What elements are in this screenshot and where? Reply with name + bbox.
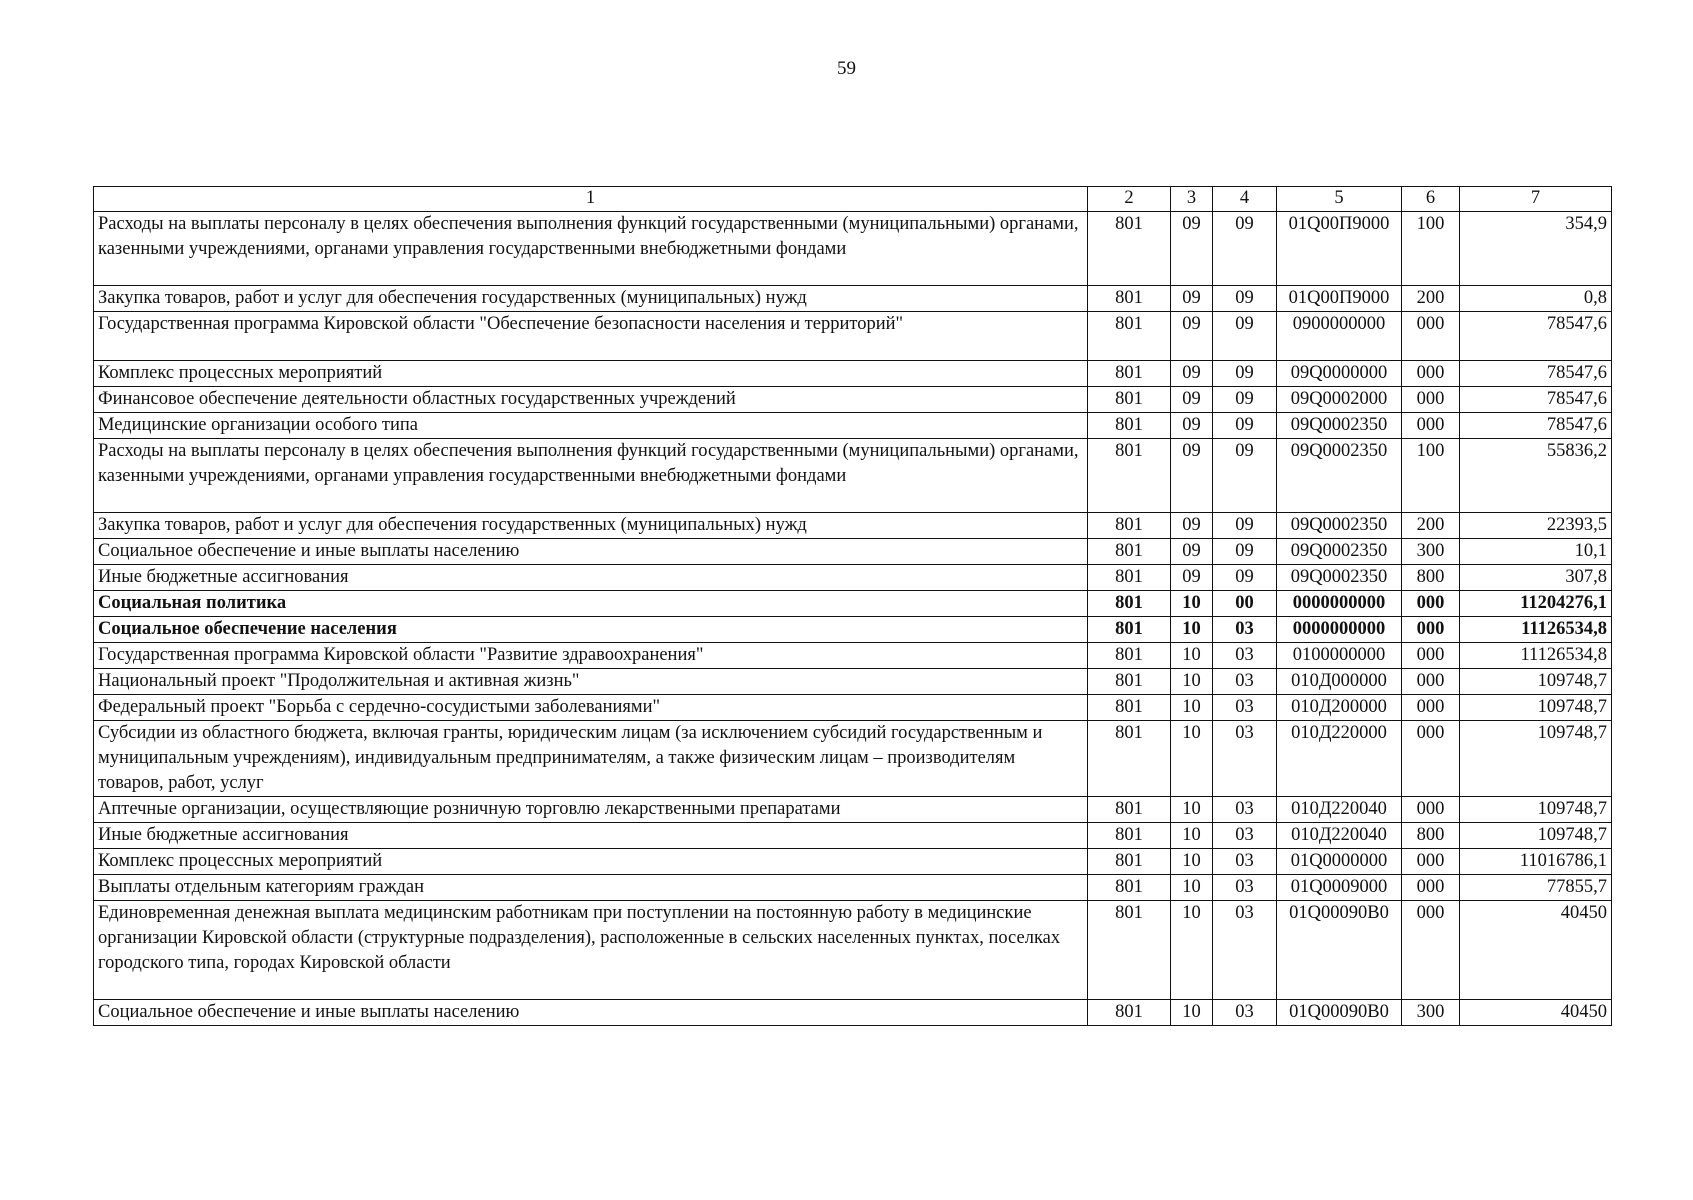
row-code-6-cell: 000 (1402, 387, 1460, 413)
row-name-cell: Социальная политика (94, 591, 1088, 617)
row-code-6-cell: 000 (1402, 797, 1460, 823)
row-code-4-cell: 09 (1213, 413, 1277, 439)
row-name-cell: Комплекс процессных мероприятий (94, 849, 1088, 875)
row-code-3-cell: 09 (1171, 286, 1213, 312)
table-row (94, 439, 1612, 513)
row-name-cell: Социальное обеспечение и иные выплаты населению (94, 539, 1088, 565)
row-code-4-cell: 03 (1213, 643, 1277, 669)
row-code-3-cell: 10 (1171, 695, 1213, 721)
table-row (94, 695, 1612, 721)
table-row (94, 669, 1612, 695)
row-code-5-cell: 010Д000000 (1277, 669, 1402, 695)
row-code-5-cell: 09Q0002350 (1277, 513, 1402, 539)
table-row (94, 286, 1612, 312)
row-amount-cell: 78547,6 (1460, 312, 1612, 361)
row-amount-cell: 77855,7 (1460, 875, 1612, 901)
row-code-5-cell: 0000000000 (1277, 591, 1402, 617)
row-code-3-cell: 09 (1171, 539, 1213, 565)
table-row (94, 565, 1612, 591)
row-code-5-cell: 0100000000 (1277, 643, 1402, 669)
table-header-row (94, 187, 1612, 212)
row-amount-cell: 11126534,8 (1460, 617, 1612, 643)
row-code-5-cell: 09Q0000000 (1277, 361, 1402, 387)
row-code-2-cell: 801 (1088, 286, 1171, 312)
row-name-cell: Расходы на выплаты персоналу в целях обеспечения выполнения функций государственными (муниципальными) органами, казенными учреждениями, органами управления государственными внебюджетными фондами (94, 212, 1088, 286)
row-name-cell: Иные бюджетные ассигнования (94, 565, 1088, 591)
row-code-3-cell: 10 (1171, 875, 1213, 901)
row-code-5-cell: 01Q00090В0 (1277, 1000, 1402, 1026)
row-name-cell: Выплаты отдельным категориям граждан (94, 875, 1088, 901)
row-code-3-cell: 09 (1171, 312, 1213, 361)
row-code-3-cell: 10 (1171, 643, 1213, 669)
row-amount-cell: 109748,7 (1460, 695, 1612, 721)
row-name-cell: Финансовое обеспечение деятельности областных государственных учреждений (94, 387, 1088, 413)
row-code-4-cell: 09 (1213, 565, 1277, 591)
row-code-2-cell: 801 (1088, 643, 1171, 669)
table-row (94, 849, 1612, 875)
row-code-4-cell: 09 (1213, 439, 1277, 513)
row-code-5-cell: 010Д220000 (1277, 721, 1402, 797)
header-col-6: 6 (1402, 187, 1460, 212)
row-code-2-cell: 801 (1088, 901, 1171, 1000)
row-amount-cell: 78547,6 (1460, 361, 1612, 387)
row-code-4-cell: 09 (1213, 539, 1277, 565)
row-code-4-cell: 09 (1213, 361, 1277, 387)
row-name-cell: Иные бюджетные ассигнования (94, 823, 1088, 849)
row-code-6-cell: 000 (1402, 591, 1460, 617)
header-col-3: 3 (1171, 187, 1213, 212)
row-code-2-cell: 801 (1088, 513, 1171, 539)
row-code-2-cell: 801 (1088, 312, 1171, 361)
row-code-6-cell: 800 (1402, 823, 1460, 849)
row-code-2-cell: 801 (1088, 797, 1171, 823)
row-code-6-cell: 000 (1402, 875, 1460, 901)
row-code-5-cell: 010Д220040 (1277, 823, 1402, 849)
table-row (94, 721, 1612, 797)
row-code-6-cell: 100 (1402, 439, 1460, 513)
row-code-2-cell: 801 (1088, 617, 1171, 643)
table-row (94, 591, 1612, 617)
row-amount-cell: 11204276,1 (1460, 591, 1612, 617)
row-code-4-cell: 03 (1213, 721, 1277, 797)
row-code-4-cell: 03 (1213, 849, 1277, 875)
row-code-6-cell: 300 (1402, 539, 1460, 565)
row-code-6-cell: 000 (1402, 849, 1460, 875)
table-row (94, 643, 1612, 669)
row-code-3-cell: 10 (1171, 669, 1213, 695)
row-code-4-cell: 00 (1213, 591, 1277, 617)
row-code-2-cell: 801 (1088, 439, 1171, 513)
header-col-1: 1 (94, 187, 1088, 212)
row-amount-cell: 40450 (1460, 1000, 1612, 1026)
row-name-cell: Государственная программа Кировской области "Развитие здравоохранения" (94, 643, 1088, 669)
row-name-cell: Комплекс процессных мероприятий (94, 361, 1088, 387)
row-name-cell: Социальное обеспечение и иные выплаты населению (94, 1000, 1088, 1026)
table-row (94, 539, 1612, 565)
row-code-3-cell: 10 (1171, 849, 1213, 875)
row-code-2-cell: 801 (1088, 669, 1171, 695)
row-code-4-cell: 03 (1213, 901, 1277, 1000)
row-name-cell: Единовременная денежная выплата медицинским работникам при поступлении на постоянную работу в медицинские организации Кировской области (структурные подразделения), расположенные в сельских населенных пунктах, поселках городского типа, городах Кировской области (94, 901, 1088, 1000)
row-code-4-cell: 03 (1213, 875, 1277, 901)
row-amount-cell: 109748,7 (1460, 823, 1612, 849)
row-name-cell: Национальный проект "Продолжительная и активная жизнь" (94, 669, 1088, 695)
row-code-3-cell: 10 (1171, 823, 1213, 849)
row-code-3-cell: 09 (1171, 212, 1213, 286)
row-amount-cell: 78547,6 (1460, 387, 1612, 413)
row-code-4-cell: 03 (1213, 797, 1277, 823)
row-code-5-cell: 010Д200000 (1277, 695, 1402, 721)
table-row (94, 387, 1612, 413)
row-amount-cell: 11126534,8 (1460, 643, 1612, 669)
row-code-6-cell: 000 (1402, 721, 1460, 797)
row-amount-cell: 109748,7 (1460, 721, 1612, 797)
row-code-3-cell: 09 (1171, 439, 1213, 513)
row-name-cell: Медицинские организации особого типа (94, 413, 1088, 439)
row-amount-cell: 55836,2 (1460, 439, 1612, 513)
row-amount-cell: 78547,6 (1460, 413, 1612, 439)
row-amount-cell: 11016786,1 (1460, 849, 1612, 875)
table-row (94, 212, 1612, 286)
table-row (94, 875, 1612, 901)
row-code-4-cell: 03 (1213, 823, 1277, 849)
row-amount-cell: 0,8 (1460, 286, 1612, 312)
row-code-2-cell: 801 (1088, 849, 1171, 875)
row-code-3-cell: 09 (1171, 413, 1213, 439)
row-code-5-cell: 09Q0002000 (1277, 387, 1402, 413)
row-code-3-cell: 09 (1171, 513, 1213, 539)
row-code-3-cell: 10 (1171, 901, 1213, 1000)
row-code-6-cell: 000 (1402, 312, 1460, 361)
row-code-6-cell: 200 (1402, 513, 1460, 539)
row-code-6-cell: 100 (1402, 212, 1460, 286)
table-row (94, 1000, 1612, 1026)
row-amount-cell: 307,8 (1460, 565, 1612, 591)
header-col-2: 2 (1088, 187, 1171, 212)
table-row (94, 361, 1612, 387)
row-code-2-cell: 801 (1088, 539, 1171, 565)
row-code-4-cell: 09 (1213, 513, 1277, 539)
row-code-5-cell: 01Q0009000 (1277, 875, 1402, 901)
row-code-2-cell: 801 (1088, 387, 1171, 413)
row-code-5-cell: 01Q0000000 (1277, 849, 1402, 875)
row-code-5-cell: 09Q0002350 (1277, 565, 1402, 591)
row-code-3-cell: 10 (1171, 617, 1213, 643)
row-code-3-cell: 09 (1171, 361, 1213, 387)
row-name-cell: Расходы на выплаты персоналу в целях обеспечения выполнения функций государственными (муниципальными) органами, казенными учреждениями, органами управления государственными внебюджетными фондами (94, 439, 1088, 513)
row-code-4-cell: 09 (1213, 387, 1277, 413)
row-code-6-cell: 000 (1402, 617, 1460, 643)
row-code-6-cell: 000 (1402, 413, 1460, 439)
row-code-4-cell: 03 (1213, 617, 1277, 643)
row-code-6-cell: 000 (1402, 695, 1460, 721)
row-amount-cell: 354,9 (1460, 212, 1612, 286)
row-code-2-cell: 801 (1088, 212, 1171, 286)
row-code-5-cell: 01Q00П9000 (1277, 286, 1402, 312)
header-col-4: 4 (1213, 187, 1277, 212)
row-name-cell: Социальное обеспечение населения (94, 617, 1088, 643)
row-code-5-cell: 0000000000 (1277, 617, 1402, 643)
header-col-7: 7 (1460, 187, 1612, 212)
row-amount-cell: 40450 (1460, 901, 1612, 1000)
row-amount-cell: 109748,7 (1460, 669, 1612, 695)
row-code-2-cell: 801 (1088, 1000, 1171, 1026)
row-code-2-cell: 801 (1088, 591, 1171, 617)
row-code-4-cell: 03 (1213, 695, 1277, 721)
row-code-6-cell: 300 (1402, 1000, 1460, 1026)
row-name-cell: Аптечные организации, осуществляющие розничную торговлю лекарственными препаратами (94, 797, 1088, 823)
header-col-5: 5 (1277, 187, 1402, 212)
row-code-6-cell: 000 (1402, 361, 1460, 387)
row-code-5-cell: 01Q00П9000 (1277, 212, 1402, 286)
row-code-2-cell: 801 (1088, 413, 1171, 439)
row-name-cell: Государственная программа Кировской области "Обеспечение безопасности населения и территорий" (94, 312, 1088, 361)
row-amount-cell: 109748,7 (1460, 797, 1612, 823)
table-row (94, 797, 1612, 823)
row-code-3-cell: 10 (1171, 1000, 1213, 1026)
row-code-4-cell: 09 (1213, 212, 1277, 286)
row-code-5-cell: 09Q0002350 (1277, 539, 1402, 565)
row-code-2-cell: 801 (1088, 823, 1171, 849)
row-code-3-cell: 10 (1171, 721, 1213, 797)
table-row (94, 901, 1612, 1000)
row-code-6-cell: 200 (1402, 286, 1460, 312)
row-code-3-cell: 10 (1171, 797, 1213, 823)
row-amount-cell: 10,1 (1460, 539, 1612, 565)
row-code-2-cell: 801 (1088, 721, 1171, 797)
row-name-cell: Закупка товаров, работ и услуг для обеспечения государственных (муниципальных) нужд (94, 513, 1088, 539)
table-row (94, 513, 1612, 539)
row-code-4-cell: 03 (1213, 669, 1277, 695)
row-code-4-cell: 09 (1213, 312, 1277, 361)
row-code-5-cell: 09Q0002350 (1277, 439, 1402, 513)
table-row (94, 312, 1612, 361)
row-amount-cell: 22393,5 (1460, 513, 1612, 539)
row-code-5-cell: 01Q00090В0 (1277, 901, 1402, 1000)
row-code-6-cell: 000 (1402, 669, 1460, 695)
table-row (94, 413, 1612, 439)
row-code-4-cell: 03 (1213, 1000, 1277, 1026)
row-code-2-cell: 801 (1088, 695, 1171, 721)
row-code-6-cell: 000 (1402, 643, 1460, 669)
row-code-2-cell: 801 (1088, 875, 1171, 901)
table-row (94, 617, 1612, 643)
table-row (94, 823, 1612, 849)
row-code-3-cell: 10 (1171, 591, 1213, 617)
row-name-cell: Субсидии из областного бюджета, включая гранты, юридическим лицам (за исключением субсидий государственным и муниципальным учреждениям), индивидуальным предпринимателям, а также физическим лицам – производителям товаров, работ, услуг (94, 721, 1088, 797)
row-code-2-cell: 801 (1088, 361, 1171, 387)
row-code-3-cell: 09 (1171, 387, 1213, 413)
budget-table (93, 186, 1612, 1026)
page-number: 59 (837, 58, 856, 79)
row-name-cell: Федеральный проект "Борьба с сердечно-сосудистыми заболеваниями" (94, 695, 1088, 721)
row-code-5-cell: 0900000000 (1277, 312, 1402, 361)
row-name-cell: Закупка товаров, работ и услуг для обеспечения государственных (муниципальных) нужд (94, 286, 1088, 312)
row-code-2-cell: 801 (1088, 565, 1171, 591)
row-code-5-cell: 09Q0002350 (1277, 413, 1402, 439)
table-body (94, 212, 1612, 1026)
row-code-4-cell: 09 (1213, 286, 1277, 312)
row-code-3-cell: 09 (1171, 565, 1213, 591)
row-code-6-cell: 000 (1402, 901, 1460, 1000)
row-code-5-cell: 010Д220040 (1277, 797, 1402, 823)
row-code-6-cell: 800 (1402, 565, 1460, 591)
